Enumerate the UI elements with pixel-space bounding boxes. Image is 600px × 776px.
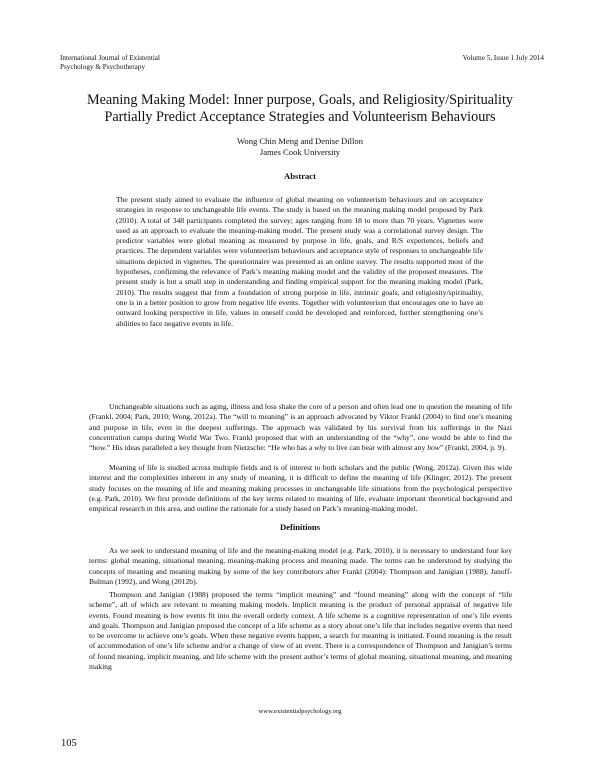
paper-title (40, 92, 560, 126)
intro-p1-emphasis-how: how (427, 443, 440, 453)
footer-url: www.existentialpsychology.org (258, 708, 342, 715)
journal-name (60, 54, 260, 72)
paper-title-line2: Partially Predict Acceptance Strategies and Volunteerism Behaviours (104, 109, 496, 125)
affiliation: James Cook University (259, 147, 341, 157)
intro-paragraph-1 (89, 402, 512, 453)
intro-paragraph-2: Meaning of life is studied across multiple fields and is of interest to both scholars and the public (Wong, 2012a). Given this wide interest and the complexities inherent in any study of meaning, it is difficult to define the meaning of life (Klinger, 2012). The present study focuses on the meaning of life and meaning making processes in unchangeable life situations from the psychological perspective (e.g. Park, 2010). We first provide definitions of the key terms related to meaning of life, evaluate important theoretical background and empirical research in this area, and outline the rationale for a study based on Park’s meaning-making model. (89, 463, 512, 514)
definitions-heading: Definitions (279, 522, 321, 532)
definitions-paragraph-1: As we seek to understand meaning of life and the meaning-making model (e.g. Park, 2010), it is necessary to understand four key terms: global meaning, situational meaning, meaning-making process and meaning made. The terms can be understood by studying the concepts of meaning and meaning making by some of the key contributors after Frankl (2004): Thompson and Janigian (1988), Janoff-Bulman (1992), and Wong (2012b). (89, 546, 512, 586)
intro-p1-part-c: ” (Frankl, 2004, p. 9). (439, 443, 507, 453)
paper-title-line1: Meaning Making Model: Inner purpose, Goals, and Religiosity/Spirituality (87, 92, 513, 108)
volume-info: Volume 5, Issue 1 July 2014 (462, 54, 544, 62)
definitions-paragraph-2: Thompson and Janigian (1988) proposed the terms “implicit meaning” and “found meaning” along with the concept of “life scheme”, all of which are relevant to meaning making models. Implicit meaning is the product of personal appraisal of negative life events. Found meaning is how events fit into the overall orderly context. A life scheme is a cognitive representation of one’s life events and goals. Thompson and Janigian proposed the concept of a life scheme as a story about one’s life that includes negative events that need to be overcome to achieve one’s goals. When these negative events happen, a search for meaning is initiated. Found meaning is the result of accommodation of one’s life scheme and/or a change of view of an event. There is a correspondence of Thompson and Janigian’s terms of found meaning, implicit meaning, and life scheme with the present author’s terms of global meaning, situational meaning, and meaning making (89, 590, 512, 672)
journal-name-line2: Psychology & Psychotherapy (60, 63, 146, 71)
intro-p1-emphasis-why: why (314, 443, 327, 453)
author-block (0, 136, 600, 158)
intro-p1-part-b: to live can bear with almost any (326, 443, 428, 453)
journal-name-line1: International Journal of Existential (60, 54, 160, 62)
intro-p1-part-a: Unchangeable situations such as aging, illness and loss shake the core of a person and often lead one to question the meaning of life (Frankl, 2004; Park, 2010; Wong, 2012a). The “will to meaning” is an approach advocated by Viktor Frankl (2004) to find one’s meaning and purpose in life, even in the deepest sufferings. The approach was validated by his survival from his sufferings in the Nazi concentration camps during World War Two. Frankl proposed that with an understanding of the “why”, one would be able to find the “how.” His ideas paralleled a key thought from Nietzsche: “He who has a (89, 402, 512, 453)
authors: Wong Chin Meng and Denise Dillon (236, 136, 364, 146)
abstract-text: The present study aimed to evaluate the influence of global meaning on volunteerism behaviours and on acceptance strategies in response to unchangeable life events. The study is based on the meaning making model proposed by Park (2010). A total of 348 participants completed the survey; ages ranging from 18 to more than 70 years. Vignettes were used as an approach to evaluate the meaning-making model. The present study was a correlational survey design. The predictor variables were global meaning as measured by purpose in life, goals, and R/S experiences, beliefs and practices. The dependent variables were volunteerism behaviours and acceptance style of responses to unchangeable life situations depicted in vignettes. The questionnaire was presented as an online survey. The results supported most of the hypotheses, confirming the relevance of Park’s meaning making model and the validity of the proposed measures. The present study is but a small step in understanding and finding empirical support for the meaning making model (Park, 2010). The results suggest that from a foundation of strong purpose in life, intrinsic goals, and religiosity/spirituality, one is in a better position to grow from negative life events. Together with volunteerism that encourages one to have an outward looking perspective in life, values in oneself could be developed and reinforced, further strengthening one’s abilities to face negative events in life. (116, 195, 483, 328)
page-number: 105 (61, 738, 77, 749)
abstract-heading: Abstract (284, 171, 316, 181)
